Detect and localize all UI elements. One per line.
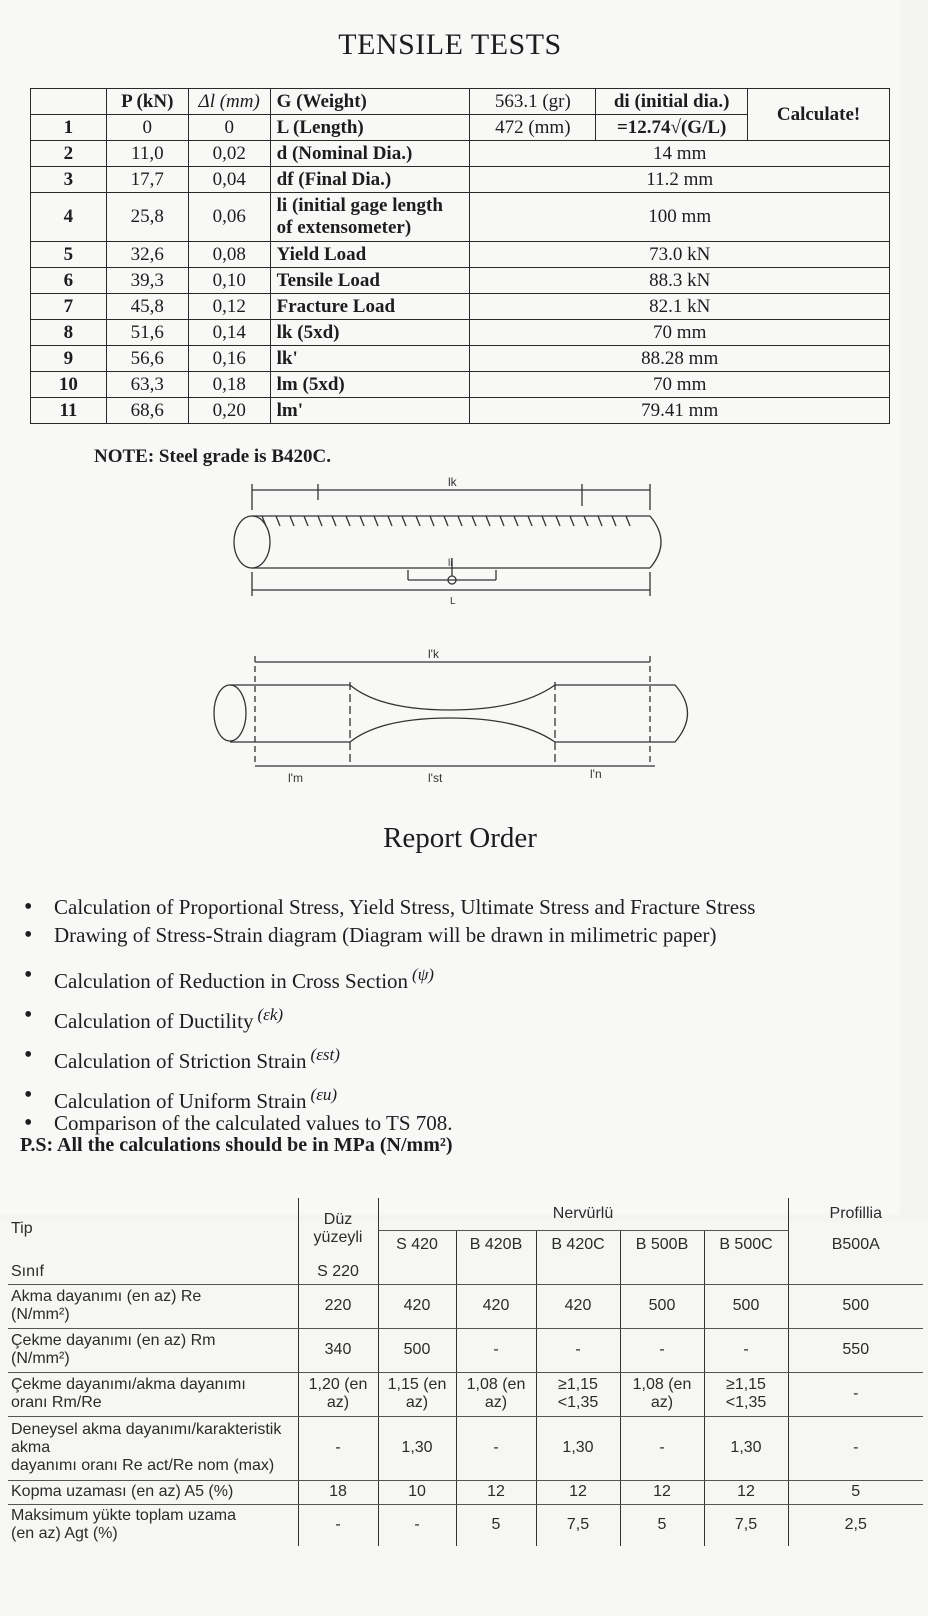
final-dia-value: 11.2 mm [470,167,890,193]
load-cell: 45,8 [106,294,188,320]
elongation-cell: 0 [188,115,270,141]
table-cell: - [335,1516,341,1534]
load-cell: 39,3 [106,268,188,294]
row-index: 2 [31,141,107,167]
tensile-load-label: Tensile Load [270,268,470,294]
row-index: 6 [31,268,107,294]
bar-ribs [262,516,630,526]
grade-header: S 220 [298,1260,378,1284]
ductility-symbol: (εk) [257,1005,284,1024]
table-cell: 5 [456,1504,536,1546]
psi-symbol: (ψ) [412,965,434,984]
grade-header: B 500B [620,1230,704,1260]
row-label: Çekme dayanımı/akma dayanımı oranı Rm/Re [8,1372,298,1416]
L-text: L [450,596,456,607]
table-cell: 220 [298,1284,378,1328]
lm-value: 70 mm [470,372,890,398]
sinif-label: Sınıf [8,1260,298,1284]
elongation-cell: 0,18 [188,372,270,398]
table-cell: 12 [536,1480,620,1504]
table-cell: 12 [620,1480,704,1504]
ps-note: P.S: All the calculations should be in MPa (N/mm²) [20,1134,453,1156]
elongation-cell: 0,04 [188,167,270,193]
li-text: li [448,558,453,569]
row-index: 4 [31,193,107,242]
duz-header: Düz yüzeyli [313,1211,363,1246]
table-cell: - [788,1372,923,1416]
elongation-cell: 0,12 [188,294,270,320]
table-cell: 500 [788,1284,923,1328]
gage-length-label-line1: li (initial gage length [276,195,443,216]
elongation-cell: 0,16 [188,346,270,372]
table-cell: 500 [704,1284,788,1328]
fracture-load-value: 82.1 kN [470,294,890,320]
row-label: Akma dayanımı (en az) Re (N/mm²) [8,1284,298,1328]
table-cell: - [536,1328,620,1372]
grade-header: B 420C [536,1230,620,1260]
load-cell: 68,6 [106,398,188,424]
table-cell: 12 [704,1480,788,1504]
table-cell: 1,08 (en az) [456,1372,536,1416]
lm-prime-text: l'm [288,771,303,785]
table-cell: 1,30 [704,1416,788,1480]
row-label: Kopma uzaması (en az) A5 (%) [8,1480,298,1504]
grade-header: B 420B [456,1230,536,1260]
load-cell: 32,6 [106,242,188,268]
row-index: 10 [31,372,107,398]
final-dia-label: df (Final Dia.) [270,167,470,193]
table-cell: - [704,1328,788,1372]
di-label: di (initial dia.) [596,89,748,115]
lk-text: lk [448,475,457,489]
row-index: 11 [31,398,107,424]
load-cell: 51,6 [106,320,188,346]
lm-prime-value: 79.41 mm [470,398,890,424]
yield-load-label: Yield Load [270,242,470,268]
table-cell: 18 [298,1480,378,1504]
report-item: • Comparison of the calculated values to TS 708. [20,1108,755,1148]
fracture-load-label: Fracture Load [270,294,470,320]
row-label: Deneysel akma dayanımı/karakteristik akma dayanımı oranı Re act/Re nom (max) [8,1416,298,1480]
elongation-cell: 0,02 [188,141,270,167]
table-cell: 420 [456,1284,536,1328]
load-cell: 0 [106,115,188,141]
table-cell: 1,30 [378,1416,456,1480]
table-cell: 340 [298,1328,378,1372]
tensile-load-value: 88.3 kN [470,268,890,294]
row-index: 9 [31,346,107,372]
elongation-cell: 0,10 [188,268,270,294]
ln-prime-text: l'n [590,767,602,781]
report-item: • Calculation of Reduction in Cross Section $^{(\psi)}$ [20,960,755,1000]
elongation-cell: 0,20 [188,398,270,424]
table-cell: ≥1,15 <1,35 [704,1372,788,1416]
weight-label: G (Weight) [270,89,470,115]
report-item: • Calculation of Uniform Strain $^{(\varepsilon u)}$ [20,1080,755,1108]
col-header-dl: Δl (mm) [188,89,270,115]
table-cell: 10 [378,1480,456,1504]
elongation-cell: 0,14 [188,320,270,346]
steel-grade-note: NOTE: Steel grade is B420C. [94,446,331,467]
table-cell: 12 [456,1480,536,1504]
table-cell: - [298,1416,378,1480]
report-item: • Drawing of Stress-Strain diagram (Diagram will be drawn in milimetric paper) [20,920,755,960]
row-index: 1 [31,115,107,141]
lk-value: 70 mm [470,320,890,346]
table-cell: ≥1,15 <1,35 [536,1372,620,1416]
row-index: 8 [31,320,107,346]
table-cell: - [456,1328,536,1372]
specimen-outline [230,685,688,742]
elongation-cell: 0,08 [188,242,270,268]
lk-prime-label: lk' [270,346,470,372]
nominal-dia-label: d (Nominal Dia.) [270,141,470,167]
grade-header: B 500C [704,1230,788,1260]
col-header-p: P (kN) [106,89,188,115]
page-title: TENSILE TESTS [338,28,562,61]
table-cell: 550 [788,1328,923,1372]
table-cell: - [788,1416,923,1480]
report-list [20,892,755,1148]
report-order-title: Report Order [383,822,537,854]
report-item: • Calculation of Striction Strain $^{(\varepsilon st)}$ [20,1040,755,1080]
load-cell: 11,0 [106,141,188,167]
table-cell: 5 [788,1480,923,1504]
row-index: 3 [31,167,107,193]
profilli-header: Profillia [788,1198,923,1230]
bar-right-end [650,516,661,568]
load-cell: 17,7 [106,167,188,193]
table-cell: 1,20 (en az) [298,1372,378,1416]
ts708-standard-table [8,1198,923,1546]
lst-prime-text: l'st [428,771,443,785]
lk-prime-text: l'k [428,647,439,661]
row-label: Çekme dayanımı (en az) Rm (N/mm²) [8,1328,298,1372]
table-cell: 500 [378,1328,456,1372]
row-label: Maksimum yükte toplam uzama (en az) Agt (%) [8,1504,298,1546]
table-cell: 5 [620,1504,704,1546]
calculate-button[interactable]: Calculate! [748,89,890,141]
grade-header: S 420 [378,1230,456,1260]
table-cell: - [456,1416,536,1480]
lm-label: lm (5xd) [270,372,470,398]
specimen-left-end [214,685,246,741]
lm-prime-label: lm' [270,398,470,424]
grade-header: B500A [788,1230,923,1260]
table-cell: 7,5 [536,1504,620,1546]
table-cell: - [620,1416,704,1480]
report-item: • Calculation of Ductility $^{(\varepsilon k)}$ [20,1000,755,1040]
length-value: 472 (mm) [470,115,596,141]
row-index: 5 [31,242,107,268]
table-cell: - [620,1328,704,1372]
lk-label: lk (5xd) [270,320,470,346]
tensile-data-table [30,88,890,424]
striction-symbol: (εst) [310,1045,340,1064]
length-label: L (Length) [270,115,470,141]
gage-length-value: 100 mm [470,193,890,242]
table-cell: 500 [620,1284,704,1328]
table-cell: 2,5 [788,1504,923,1546]
table-cell: 420 [536,1284,620,1328]
corner-cell [31,89,107,115]
table-cell: 1,08 (en az) [620,1372,704,1416]
load-cell: 56,6 [106,346,188,372]
report-item: • Calculation of Proportional Stress, Yield Stress, Ultimate Stress and Fracture Stress [20,892,755,920]
row-index: 7 [31,294,107,320]
gage-length-label-line2: of extensometer) [276,217,412,238]
tip-header: Tip [8,1198,298,1260]
uniform-strain-symbol: (εu) [310,1085,338,1104]
yield-load-value: 73.0 kN [470,242,890,268]
elongation-cell: 0,06 [188,193,270,242]
lk-prime-value: 88.28 mm [470,346,890,372]
table-cell: 1,30 [536,1416,620,1480]
gage-length-label [270,193,470,242]
load-cell: 63,3 [106,372,188,398]
di-formula: =12.74√(G/L) [596,115,748,141]
nominal-dia-value: 14 mm [470,141,890,167]
load-cell: 25,8 [106,193,188,242]
table-cell: 7,5 [704,1504,788,1546]
nervurlu-header: Nervürlü [378,1198,788,1230]
weight-value: 563.1 (gr) [470,89,596,115]
table-cell: 1,15 (en az) [378,1372,456,1416]
table-cell: - [378,1504,456,1546]
table-cell: 420 [378,1284,456,1328]
specimen-diagram [0,470,900,800]
